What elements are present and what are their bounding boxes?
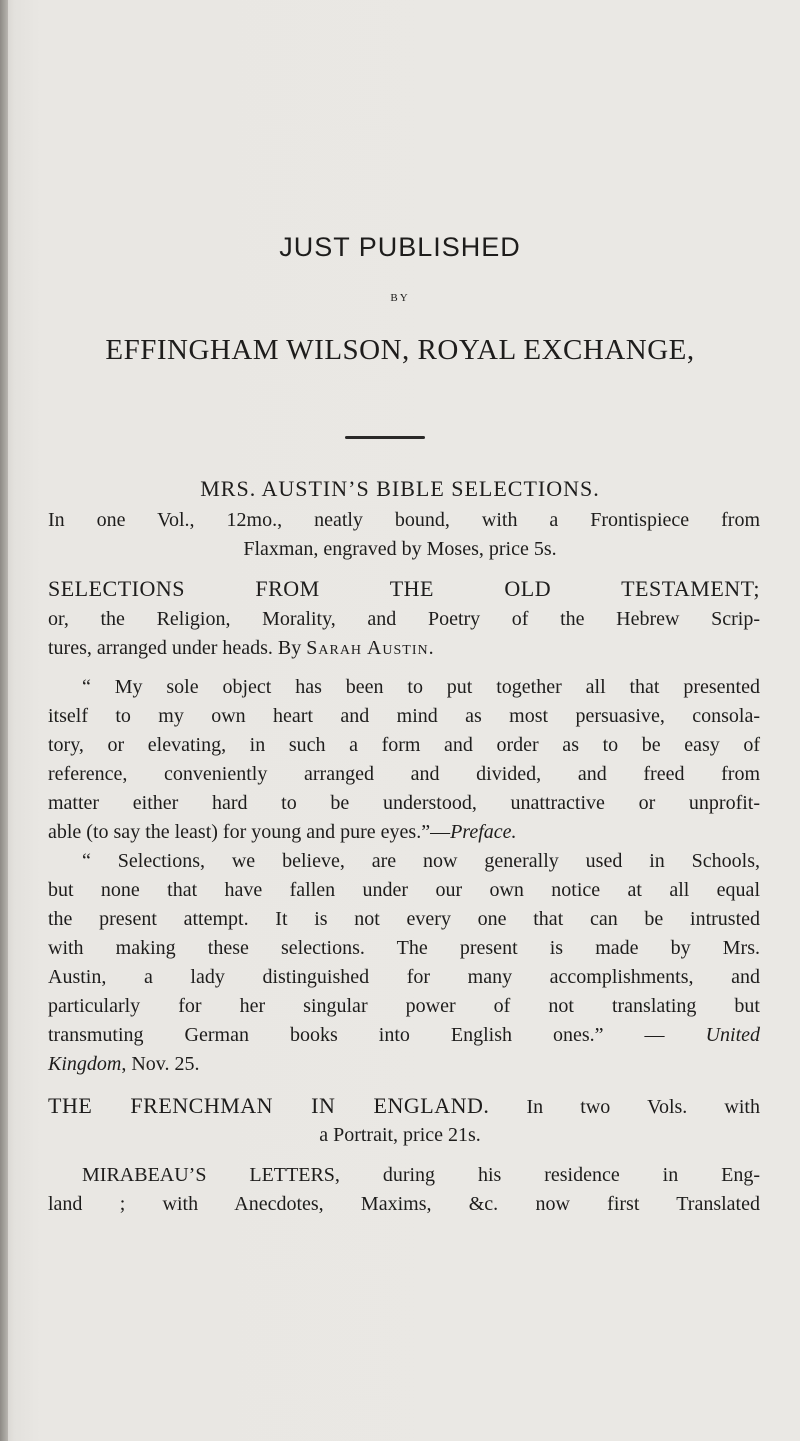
preface-quote-line: “ My sole object has been to put together all that presented xyxy=(82,676,760,698)
review-quote-line: with making these selections. The present is made by Mrs. xyxy=(48,937,760,959)
heading-by: BY xyxy=(390,292,410,304)
preface-quote-last-text: able (to say the least) for young and pure eyes.”— xyxy=(48,821,451,843)
preface-quote-line: reference, conveniently arranged and divided, and freed from xyxy=(48,763,760,785)
preface-quote-line: itself to my own heart and mind as most persuasive, consola- xyxy=(48,705,760,727)
review-quote-line: “ Selections, we believe, are now generally used in Schools, xyxy=(82,850,760,872)
old-testament-subtitle: SELECTIONS FROM THE OLD TESTAMENT; xyxy=(48,576,760,601)
preface-quote-line: matter either hard to be understood, unattractive or unprofit- xyxy=(48,792,760,814)
mirabeau-line2: land ; with Anecdotes, Maxims, &c. now first Translated xyxy=(48,1193,760,1215)
bible-selections-line2: Flaxman, engraved by Moses, price 5s. xyxy=(243,538,557,560)
publisher-name: EFFINGHAM WILSON, ROYAL EXCHANGE, xyxy=(105,334,695,366)
heading-just-published: JUST PUBLISHED xyxy=(279,232,521,262)
review-date: , Nov. 25. xyxy=(121,1053,200,1075)
divider-rule xyxy=(345,436,425,439)
review-quote-line-7-text: transmuting German books into English ones.” — xyxy=(48,1024,706,1046)
desc-line2-text: tures, arranged under heads. By xyxy=(48,637,307,659)
frenchman-line1 xyxy=(48,1092,760,1122)
preface-quote-line: tory, or elevating, in such a form and order as to be easy of xyxy=(48,734,760,756)
review-source-part1: United xyxy=(705,1024,760,1046)
bible-selections-line1: In one Vol., 12mo., neatly bound, with a Frontispiece from xyxy=(48,509,760,531)
old-testament-desc-line1: or, the Religion, Morality, and Poetry of the Hebrew Scrip- xyxy=(48,608,760,630)
review-quote-line: the present attempt. It is not every one that can be intrusted xyxy=(48,908,760,930)
frenchman-line2: a Portrait, price 21s. xyxy=(319,1124,481,1146)
review-quote-line: particularly for her singular power of not translating but xyxy=(48,995,760,1017)
preface-quote-last-line xyxy=(48,818,760,847)
old-testament-desc-line2 xyxy=(48,634,760,663)
review-quote-line: but none that have fallen under our own notice at all equal xyxy=(48,879,760,901)
mirabeau-line1: MIRABEAU’S LETTERS, during his residence in Eng- xyxy=(82,1164,760,1186)
review-quote-source-line xyxy=(48,1050,760,1079)
frenchman-title: THE FRENCHMAN IN ENGLAND. xyxy=(48,1093,490,1118)
author-name: Sarah Austin. xyxy=(306,637,435,659)
preface-source: Preface. xyxy=(450,821,517,843)
book-spine-edge xyxy=(0,0,8,1441)
review-quote-line-7 xyxy=(48,1021,760,1050)
frenchman-details: In two Vols. with xyxy=(489,1096,760,1118)
review-quote-line: Austin, a lady distinguished for many accomplishments, and xyxy=(48,966,760,988)
review-source-part2: Kingdom xyxy=(48,1053,122,1075)
bible-selections-title: MRS. AUSTIN’S BIBLE SELECTIONS. xyxy=(200,476,600,501)
